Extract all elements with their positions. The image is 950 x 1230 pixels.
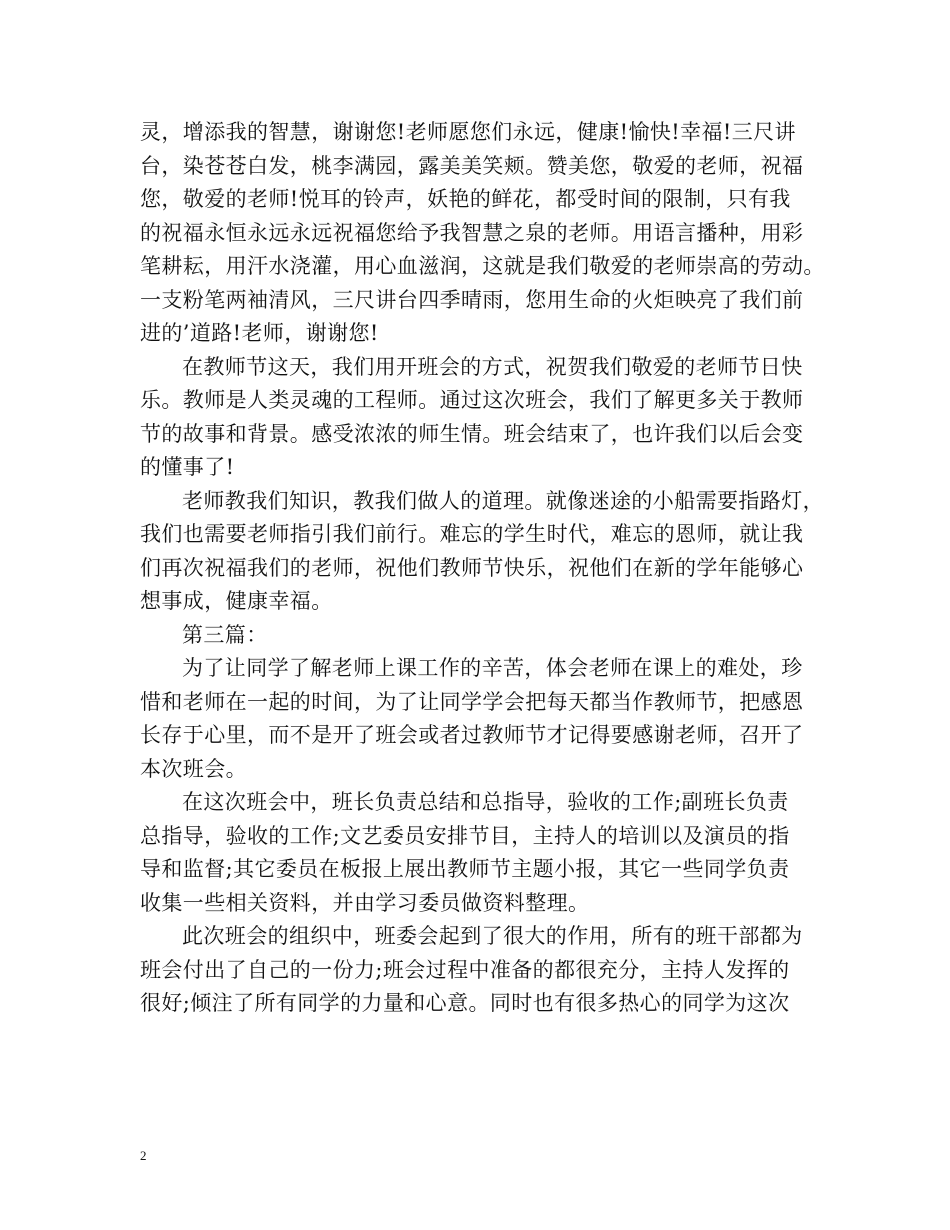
text-line: 一支粉笔两袖清风，三尺讲台四季晴雨，您用生命的火炬映亮了我们前 (140, 287, 804, 312)
text-line: 此次班会的组织中，班委会起到了很大的作用，所有的班干部都为 (182, 924, 803, 948)
paragraph (140, 485, 824, 619)
paragraph (140, 652, 820, 786)
page-number: 2 (140, 1148, 147, 1163)
text-line: 在教师节这天，我们用开班会的方式，祝贺我们敬爱的老师节日快 (182, 354, 803, 379)
section-heading (140, 619, 820, 653)
text-line: 很好;倾注了所有同学的力量和心意。同时也有很多热心的同学为这次 (140, 991, 790, 1015)
text-line: 的懂事了! (140, 455, 235, 479)
text-line: 班会付出了自己的一份力;班会过程中准备的都很充分，主持人发挥的 (140, 957, 790, 982)
text-line: 惜和老师在一起的时间，为了让同学学会把每天都当作教师节，把感恩 (140, 689, 804, 714)
paragraph (140, 351, 820, 485)
paragraph (140, 920, 820, 1021)
text-line: 本次班会。 (140, 756, 247, 781)
text-line: 笔耕耘，用汗水浇灌，用心血滋润，这就是我们敬爱的老师崇高的劳动。 (140, 254, 825, 278)
paragraph (140, 116, 825, 351)
text-line: 长存于心里，而不是开了班会或者过教师节才记得要感谢老师，召开了 (140, 723, 804, 747)
text-line: 在这次班会中，班长负责总结和总指导，验收的工作;副班长负责 (182, 790, 789, 814)
text-line: 第三篇： (182, 622, 268, 647)
text-line: 导和监督;其它委员在板报上展出教师节主题小报，其它一些同学负责 (140, 857, 790, 881)
text-line: 们再次祝福我们的老师，祝他们教师节快乐，祝他们在新的学年能够心 (140, 555, 804, 580)
paragraph (140, 786, 820, 920)
text-line: 总指导，验收的工作;文艺委员安排节目，主持人的培训以及演员的指 (140, 823, 790, 848)
text-line: 我们也需要老师指引我们前行。难忘的学生时代，难忘的恩师，就让我 (140, 522, 804, 546)
text-line: 台，染苍苍白发，桃李满园，露美美笑颊。赞美您，敬爱的老师，祝福 (140, 153, 804, 178)
text-line: 老师教我们知识，教我们做人的道理。就像迷途的小船需要指路灯， (182, 488, 824, 513)
text-line: 收集一些相关资料，并由学习委员做资料整理。 (140, 890, 590, 915)
text-line: 您，敬爱的老师!悦耳的铃声，妖艳的鲜花，都受时间的限制，只有我 (140, 187, 791, 211)
text-line: 的祝福永恒永远永远祝福您给予我智慧之泉的老师。用语言播种，用彩 (140, 220, 804, 245)
text-line: 进的’道路!老师，谢谢您! (140, 321, 379, 345)
document-body (140, 116, 825, 1021)
text-line: 想事成，健康幸福。 (140, 589, 333, 613)
text-line: 灵，增添我的智慧，谢谢您!老师愿您们永远，健康!愉快!幸福!三尺讲 (140, 120, 796, 144)
text-line: 为了让同学了解老师上课工作的辛苦，体会老师在课上的难处，珍 (182, 656, 803, 680)
text-line: 乐。教师是人类灵魂的工程师。通过这次班会，我们了解更多关于教师 (140, 388, 804, 412)
text-line: 节的故事和背景。感受浓浓的师生情。班会结束了，也许我们以后会变 (140, 421, 804, 446)
